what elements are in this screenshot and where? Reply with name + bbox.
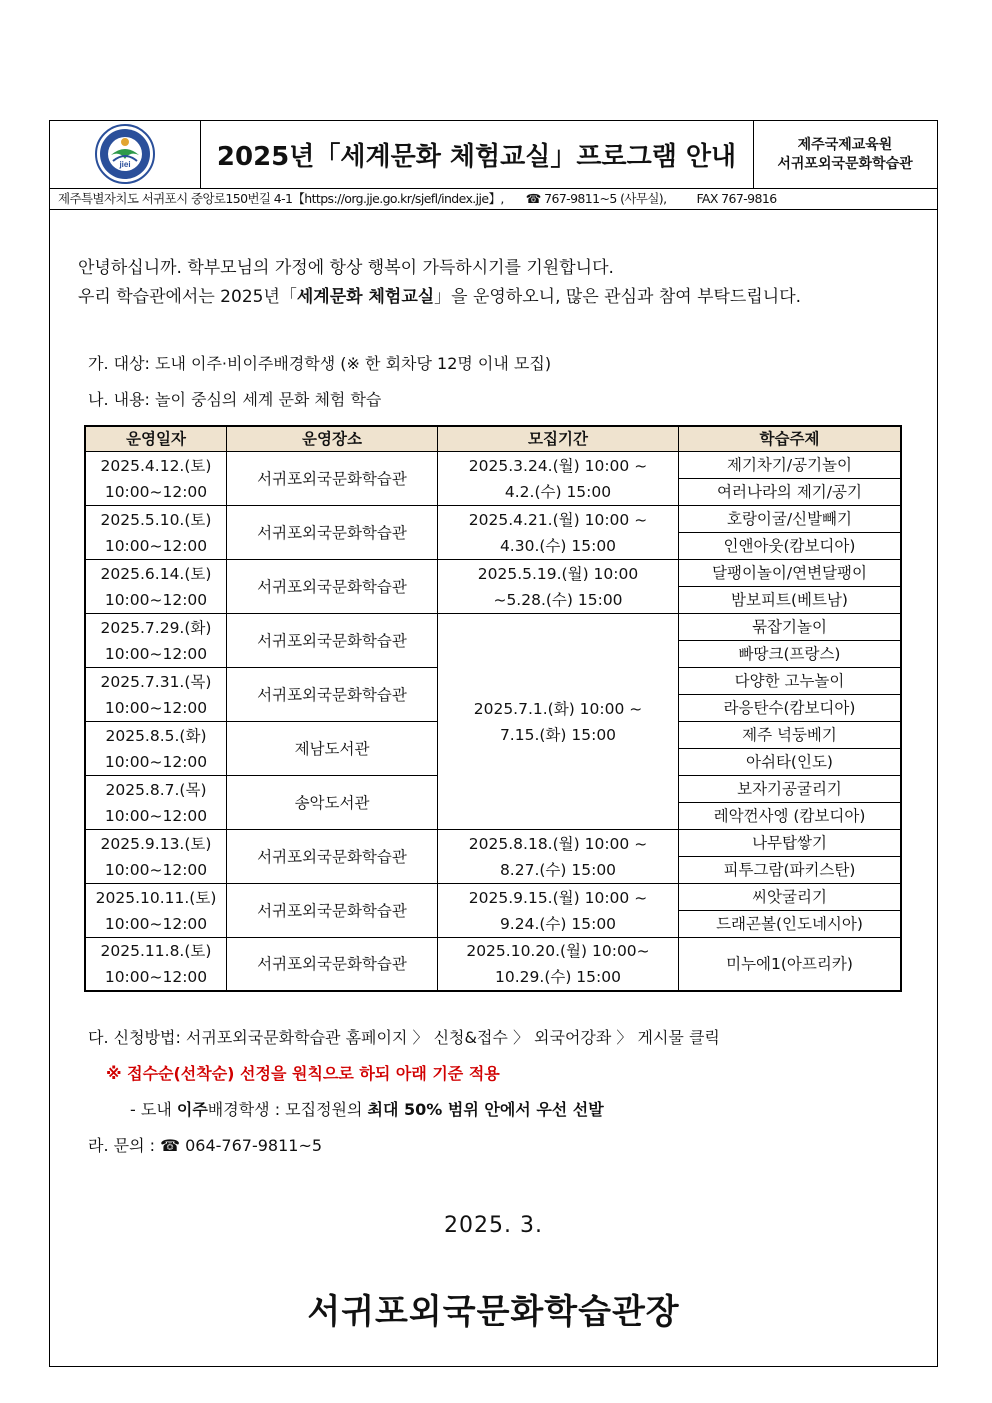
schedule-date (85, 614, 227, 668)
topic-cell: 호랑이굴/신발빼기 (679, 506, 902, 533)
topic-cell: 피투그람(파키스탄) (679, 857, 902, 884)
schedule-place: 제남도서관 (227, 722, 438, 776)
selection-note: ※ 접수순(선착순) 선정을 원칙으로 하되 아래 기준 적용 (106, 1064, 500, 1083)
period-end: 8.27.(수) 15:00 (499, 860, 617, 879)
table-row (85, 884, 901, 911)
recruit-period (438, 938, 679, 992)
period-start: 2025.8.18.(월) 10:00 ~ (468, 834, 648, 853)
schedule-place: 서귀포외국문화학습관 (227, 938, 438, 992)
period-start: 2025.9.15.(월) 10:00 ~ (468, 888, 648, 907)
jiei-logo-icon (50, 121, 200, 188)
program-name: 세계문화 체험교실 (296, 287, 435, 307)
schedule-place: 서귀포외국문화학습관 (227, 830, 438, 884)
period-end: 7.15.(화) 15:00 (499, 725, 617, 744)
contact-info: 라. 문의 : ☎ 064-767-9811~5 (88, 1136, 323, 1155)
topic-cell: 보자기공굴리기 (679, 776, 902, 803)
schedule-place: 서귀포외국문화학습관 (227, 614, 438, 668)
schedule-date (85, 560, 227, 614)
period-end: 4.2.(수) 15:00 (504, 482, 612, 501)
topic-cell: 레악껀사엥 (캄보디아) (679, 803, 902, 830)
address-bar (50, 188, 937, 210)
date-text: 2025.8.5.(화) (105, 726, 207, 745)
date-text: 2025.7.29.(화) (100, 618, 212, 637)
time-text: 10:00~12:00 (104, 860, 208, 879)
time-text: 10:00~12:00 (104, 806, 208, 825)
table-row (85, 830, 901, 857)
recruit-period (438, 884, 679, 938)
table-header-row (85, 426, 901, 452)
page-title: 2025년「세계문화 체험교실」프로그램 안내 (200, 121, 754, 188)
recruit-period (438, 506, 679, 560)
date-text: 2025.5.10.(토) (100, 510, 212, 529)
topic-cell: 아쉬타(인도) (679, 749, 902, 776)
date-text: 2025.11.8.(토) (100, 942, 212, 960)
schedule-date (85, 506, 227, 560)
recruit-period (438, 452, 679, 506)
topic-cell: 미누에1(아프리카) (679, 938, 902, 992)
date-text: 2025.8.7.(목) (105, 780, 207, 799)
topic-cell: 인앤아웃(캄보디아) (679, 533, 902, 560)
rule-pre: - 도내 (130, 1100, 177, 1119)
period-start: 2025.4.21.(월) 10:00 ~ (468, 510, 648, 529)
address-text: 제주특별자치도 서귀포시 중앙로150번길 4-1【https://org.jje.go.kr/sjefl/index.jje】, (58, 191, 504, 206)
time-text: 10:00~12:00 (104, 590, 208, 609)
period-end: 10.29.(수) 15:00 (495, 968, 621, 986)
schedule-place: 송악도서관 (227, 776, 438, 830)
recruit-period (438, 560, 679, 614)
topic-cell: 나무탑쌓기 (679, 830, 902, 857)
date-text: 2025.10.11.(토) (95, 888, 217, 907)
rule-bold-1: 이주 (176, 1100, 208, 1119)
topic-cell: 묶잡기놀이 (679, 614, 902, 641)
time-text: 10:00~12:00 (104, 968, 208, 986)
period-end: 4.30.(수) 15:00 (499, 536, 617, 555)
phone-number: ☎ 767-9811~5 (사무실), (525, 191, 667, 206)
schedule-date (85, 884, 227, 938)
intro-line-2-pre: 우리 학습관에서는 2025년「 (78, 287, 297, 307)
document-date: 2025. 3. (444, 1213, 543, 1238)
schedule-place: 서귀포외국문화학습관 (227, 668, 438, 722)
schedule-place: 서귀포외국문화학습관 (227, 560, 438, 614)
content-item: 나. 내용: 놀이 중심의 세계 문화 체험 학습 (88, 390, 382, 409)
schedule-date (85, 776, 227, 830)
table-row (85, 506, 901, 533)
fax-number: FAX 767-9816 (696, 191, 777, 206)
table-row (85, 614, 901, 641)
time-text: 10:00~12:00 (104, 482, 208, 501)
org-line-1: 제주국제교육원 (797, 136, 893, 153)
schedule-date (85, 938, 227, 992)
time-text: 10:00~12:00 (104, 536, 208, 555)
date-text: 2025.7.31.(목) (100, 672, 212, 691)
schedule-date (85, 452, 227, 506)
period-end: 9.24.(수) 15:00 (499, 914, 617, 933)
schedule-date (85, 668, 227, 722)
period-start: 2025.3.24.(월) 10:00 ~ (468, 456, 648, 475)
intro-line-2-post: 」을 운영하오니, 많은 관심과 참여 부탁드립니다. (434, 287, 802, 307)
target-item: 가. 대상: 도내 이주·비이주배경학생 (※ 한 회차당 12명 이내 모집) (88, 354, 552, 373)
document-header (50, 121, 937, 189)
date-text: 2025.9.13.(토) (100, 834, 212, 853)
time-text: 10:00~12:00 (104, 644, 208, 663)
schedule-date (85, 722, 227, 776)
period-start: 2025.5.19.(월) 10:00 (477, 564, 639, 583)
period-start: 2025.7.1.(화) 10:00 ~ (473, 699, 643, 718)
topic-cell: 달팽이놀이/연변달팽이 (679, 560, 902, 587)
schedule-table (84, 425, 902, 992)
schedule-place: 서귀포외국문화학습관 (227, 506, 438, 560)
date-text: 2025.6.14.(토) (100, 564, 212, 583)
topic-cell: 씨앗굴리기 (679, 884, 902, 911)
topic-cell: 라응탄수(캄보디아) (679, 695, 902, 722)
priority-rule (88, 1096, 720, 1132)
organization-name (753, 121, 937, 188)
topic-cell: 드래곤볼(인도네시아) (679, 911, 902, 938)
column-header: 학습주제 (679, 426, 902, 452)
topic-cell: 다양한 고누놀이 (679, 668, 902, 695)
date-text: 2025.4.12.(토) (100, 456, 212, 475)
application-info (88, 1024, 720, 1168)
document-frame (49, 120, 938, 1367)
period-start: 2025.10.20.(월) 10:00~ (466, 942, 650, 960)
apply-method: 다. 신청방법: 서귀포외국문화학습관 홈페이지 〉 신청&접수 〉 외국어강좌 〉 게시물 클릭 (88, 1028, 720, 1047)
org-line-2: 서귀포외국문화학습관 (777, 155, 913, 172)
topic-cell: 밤보피트(베트남) (679, 587, 902, 614)
logo-cell (50, 121, 201, 188)
program-details (88, 346, 551, 418)
column-header: 운영일자 (85, 426, 227, 452)
intro-paragraph (78, 254, 801, 312)
time-text: 10:00~12:00 (104, 752, 208, 771)
topic-cell: 제주 넉둥베기 (679, 722, 902, 749)
column-header: 모집기간 (438, 426, 679, 452)
intro-line-1: 안녕하십니까. 학부모님의 가정에 항상 행복이 가득하시기를 기원합니다. (78, 258, 614, 278)
intro-line-2 (78, 283, 801, 312)
signature: 서귀포외국문화학습관장 (307, 1292, 680, 1332)
time-text: 10:00~12:00 (104, 698, 208, 717)
topic-cell: 제기차기/공기놀이 (679, 452, 902, 479)
table-row (85, 938, 901, 992)
recruit-period (438, 830, 679, 884)
schedule-date (85, 830, 227, 884)
topic-cell: 빠땅크(프랑스) (679, 641, 902, 668)
table-row (85, 452, 901, 479)
recruit-period (438, 614, 679, 830)
table-row (85, 560, 901, 587)
schedule-place: 서귀포외국문화학습관 (227, 452, 438, 506)
rule-bold-2: 최대 50% 범위 안에서 우선 선발 (367, 1100, 604, 1119)
svg-text:jiei: jiei (119, 160, 131, 169)
rule-mid: 배경학생 : 모집정원의 (207, 1100, 368, 1119)
period-end: ~5.28.(수) 15:00 (493, 590, 623, 609)
time-text: 10:00~12:00 (104, 914, 208, 933)
schedule-place: 서귀포외국문화학습관 (227, 884, 438, 938)
column-header: 운영장소 (227, 426, 438, 452)
topic-cell: 여러나라의 제기/공기 (679, 479, 902, 506)
